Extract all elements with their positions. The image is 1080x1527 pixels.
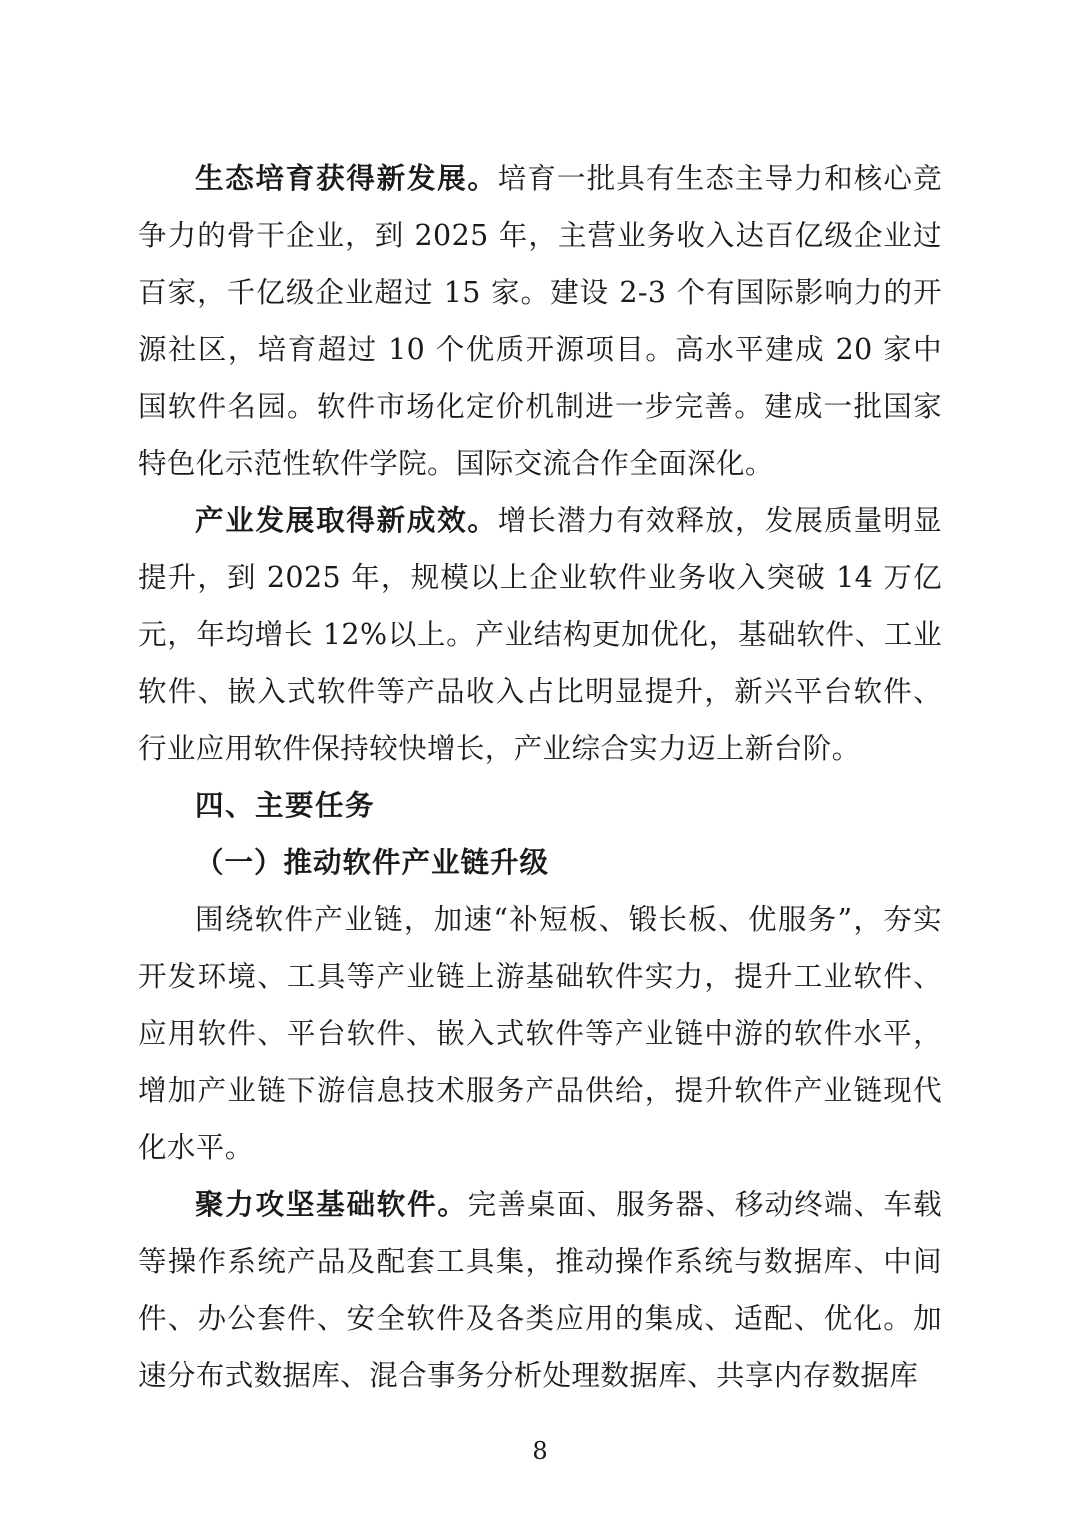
paragraph-lead-industry-development: 产业发展取得新成效。 <box>195 503 498 537</box>
page-number: 8 <box>532 1437 548 1465</box>
paragraph-industry-chain: 围绕软件产业链，加速“补短板、锻长板、优服务”，夯实开发环境、工具等产业链上游基础软件实力，提升工业软件、应用软件、平台软件、嵌入式软件等产业链中游的软件水平，增加产业链下游信息技术服务产品供给，提升软件产业链现代化水平。 <box>138 903 942 1164</box>
paragraph-industry-development <box>138 492 942 777</box>
paragraph-basic-software <box>138 1176 942 1404</box>
paragraph-ecosystem <box>138 150 942 492</box>
section-heading-main-tasks: 四、主要任务 <box>195 788 376 822</box>
paragraph-text-industry-development: 增长潜力有效释放，发展质量明显提升，到 2025 年，规模以上企业软件业务收入突破 14 万亿元，年均增长 12%以上。产业结构更加优化，基础软件、工业软件、嵌入式软件等产品收入占比明显提升，新兴平台软件、行业应用软件保持较快增长，产业综合实力迈上新台阶。 <box>138 504 942 765</box>
paragraph-lead-basic-software: 聚力攻坚基础软件。 <box>195 1187 468 1221</box>
document-body <box>138 150 942 1404</box>
paragraph-text-ecosystem: 培育一批具有生态主导力和核心竞争力的骨干企业，到 2025 年，主营业务收入达百亿级企业过百家，千亿级企业超过 15 家。建设 2-3 个有国际影响力的开源社区，培育超过 10 个优质开源项目。高水平建成 20 家中国软件名园。软件市场化定价机制进一步完善。建成一批国家特色化示范性软件学院。国际交流合作全面深化。 <box>138 162 942 480</box>
paragraph-text-basic-software: 完善桌面、服务器、移动终端、车载等操作系统产品及配套工具集，推动操作系统与数据库、中间件、办公套件、安全软件及各类应用的集成、适配、优化。加速分布式数据库、混合事务分析处理数据库、共享内存数据库 <box>138 1188 942 1392</box>
sub-heading-industry-chain-upgrade: （一）推动软件产业链升级 <box>195 845 550 879</box>
paragraph-lead-ecosystem: 生态培育获得新发展。 <box>195 161 498 195</box>
